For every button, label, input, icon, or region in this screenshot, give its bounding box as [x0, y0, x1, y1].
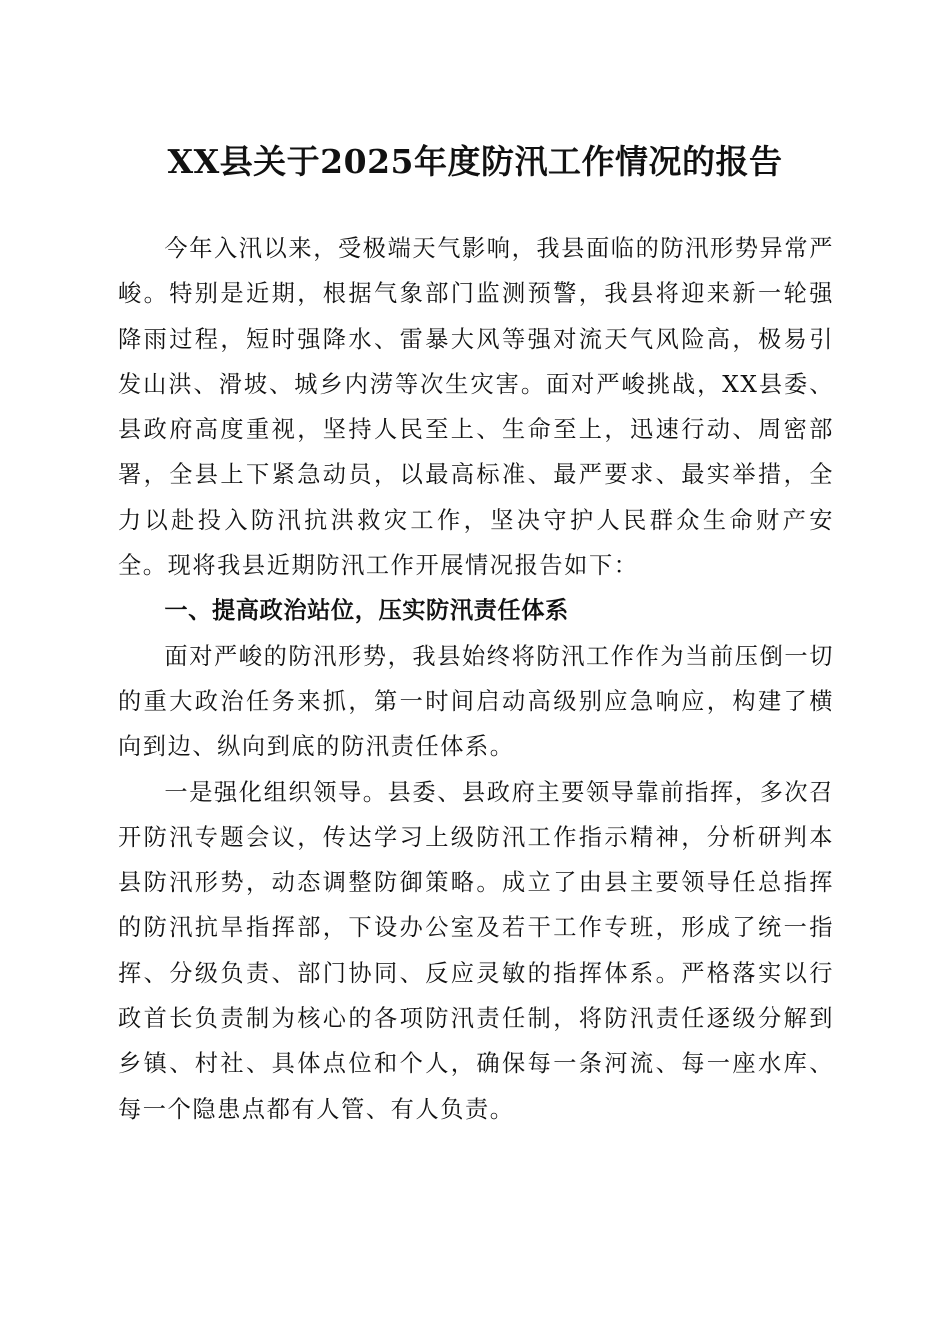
point-1-lead: 一是强化组织领导。	[164, 778, 388, 806]
section-1-point-1-paragraph	[118, 770, 834, 1132]
document-title: XX县关于2025年度防汛工作情况的报告	[167, 142, 783, 181]
section-1-heading: 一、提高政治站位，压实防汛责任体系	[164, 597, 569, 625]
intro-paragraph: 今年入汛以来，受极端天气影响，我县面临的防汛形势异常严峻。特别是近期，根据气象部门监测预警，我县将迎来新一轮强降雨过程，短时强降水、雷暴大风等强对流天气风险高，极易引发山洪、滑坡、城乡内涝等次生灾害。面对严峻挑战，XX县委、县政府高度重视，坚持人民至上、生命至上，迅速行动、周密部署，全县上下紧急动员，以最高标准、最严要求、最实举措，全力以赴投入防汛抗洪救灾工作，坚决守护人民群众生命财产安全。现将我县近期防汛工作开展情况报告如下：	[118, 235, 834, 580]
point-1-text: 县委、县政府主要领导靠前指挥，多次召开防汛专题会议，传达学习上级防汛工作指示精神，分析研判本县防汛形势，动态调整防御策略。成立了由县主要领导任总指挥的防汛抗旱指挥部，下设办公室及若干工作专班，形成了统一指挥、分级负责、部门协同、反应灵敏的指挥体系。严格落实以行政首长负责制为核心的各项防汛责任制，将防汛责任逐级分解到乡镇、村社、具体点位和个人，确保每一条河流、每一座水库、每一个隐患点都有人管、有人负责。	[118, 778, 834, 1123]
document-body	[118, 226, 834, 1132]
section-1-intro-paragraph: 面对严峻的防汛形势，我县始终将防汛工作作为当前压倒一切的重大政治任务来抓，第一时间启动高级别应急响应，构建了横向到边、纵向到底的防汛责任体系。	[118, 642, 834, 761]
